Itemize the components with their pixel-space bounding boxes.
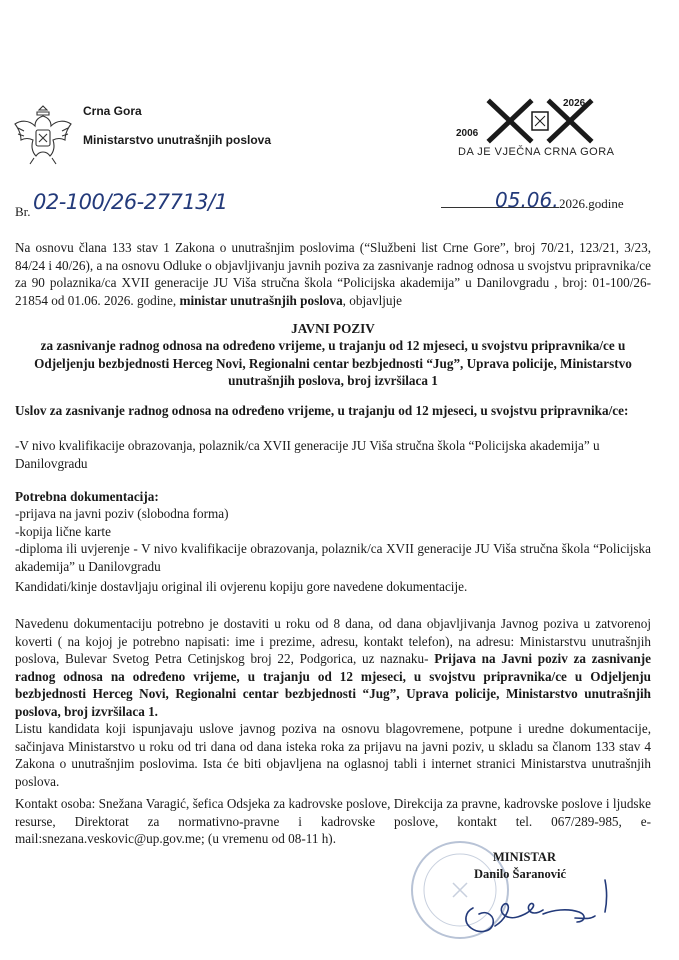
date-suffix: 2026.godine [559,196,624,211]
condition-body: -V nivo kvalifikacije obrazovanja, polaznik/ca XVII generacije JU Viša stručna škola “Policijska akademija” u Danilovgradu [15,438,600,471]
contact-paragraph: Kontakt osoba: Snežana Varagić, šefica Odsjeka za kadrovske poslove, Direkcija za pravne, kadrovske poslove i ljudske resurse, Direktorat za normativno-pravne i kadrovske poslove, kontakt tel. 067/289-985, e-mail:snezana.veskovic@up.gov.me; (u vremenu od 08-11 h). [15,796,651,846]
document-subtitle: za zasnivanje radnog odnosa na određeno vrijeme, u trajanju od 12 mjeseci, u svojstvu pripravnika/ce u Odjeljenju bezbjednosti Herceg Novi, Regionalni centar bezbjednosti “Jug”, Uprava policije, Ministarstvo unutrašnjih poslova, broj izvršilaca 1 [34,338,632,388]
submission-paragraph [15,615,651,720]
intro-paragraph [15,239,651,309]
documents-list [15,505,651,575]
intro-text: Na osnovu člana 133 stav 1 Zakona o unutrašnjim poslovima (“Službeni list Crne Gore”, broj 70/21, 123/21, 3/23, 84/24 i 40/26), a na osnovu Odluke o objavljivanju javnih poziva za zasnivanje radnog odnosa u svojstvu pripravnika/ce za 90 polaznika/ca XVII generacije JU Viša stručna škola “Policijska akademija” u Danilovgradu , broj: 01-100/26-21854 od 01.06. 2026. godine, [15,240,651,308]
documents-item: -prijava na javni poziv (slobodna forma) [15,506,229,521]
documents-item: -kopija lične karte [15,523,111,539]
ministry-name: Ministarstvo unutrašnjih poslova [83,133,272,147]
logo-year-right: 2026 [563,98,586,109]
handwritten-signature-icon [455,878,635,948]
logo-year-left: 2006 [456,128,479,139]
intro-text-end: , objavljuje [342,292,403,308]
documents-heading: Potrebna dokumentacija: [15,489,159,504]
signatory-title: MINISTAR [493,850,556,864]
coat-of-arms-icon [10,98,76,168]
intro-bold: ministar unutrašnjih poslova [179,292,343,308]
reference-label: Br. [15,204,31,219]
documents-item: -diploma ili uvjerenje - V nivo kvalifikacije obrazovanja, polaznik/ca XVII generacije JU Viša stručna škola “Policijska akademija” u Danilovgradu [15,541,651,574]
date-handwritten: 05.06. [495,188,559,212]
copy-note: Kandidati/kinje dostavljaju original ili ovjerenu kopiju gore navedene dokumentacije. [15,579,468,594]
condition-heading: Uslov za zasnivanje radnog odnosa na određeno vrijeme, u trajanju od 12 mjeseci, u svojstvu pripravnika/ce: [15,403,629,418]
submission-text: Navedenu dokumentaciju potrebno je dostaviti u roku od 8 dana, od dana objavljivanja Javnog poziva u zatvorenoj koverti ( na kojoj je potrebno napisati: ime i prezime, adresu, kontakt telefon), na adresu: Ministarstvu unutrašnjih poslova, Bulevar Svetog Petra Cetinjskog broj 22, Podgorica, uz naznaku- [15,616,651,666]
submission-bold: Prijava na Javni poziv za zasnivanje radnog odnosa na određeno vrijeme, u trajanju od 12 mjeseci, u svojstvu pripravnika/ce u Odjeljenju bezbjednosti Herceg Novi, Regionalni centar bezbjednosti “Jug”, Uprava policije, Ministarstvo unutrašnjih poslova, broj izvršilaca 1. [15,651,651,719]
document-title: JAVNI POZIV [291,321,375,336]
candidate-list-paragraph: Listu kandidata koji ispunjavaju uslove javnog poziva na osnovu blagovremene, potpune i uredne dokumentacije, sačinjava Ministarstvo u roku od tri dana od dana isteka roka za prijavu na javni poziv, u skladu sa članom 133 stav 4 Zakona o unutrašnjim poslovima. Ista će biti objavljena na oglasnoj tabli i internet stranici Ministarstva unutrašnjih poslova. [15,721,651,789]
country-name: Crna Gora [83,104,142,118]
reference-number-handwritten: 02-100/26-27713/1 [33,190,228,214]
logo-slogan: DA JE VJEČNA CRNA GORA [458,146,615,158]
signatory-name: Danilo Šaranović [474,867,567,881]
